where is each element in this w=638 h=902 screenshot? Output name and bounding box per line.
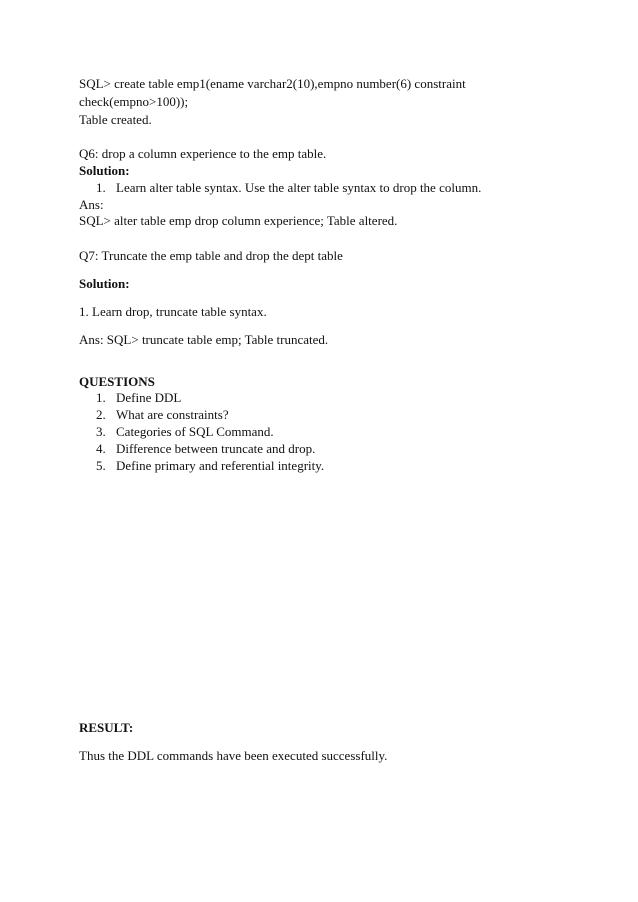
list-item: Define primary and referential integrity.	[116, 458, 325, 473]
q6-solution-label: Solution:	[79, 163, 130, 178]
q7-ans: Ans: SQL> truncate table emp; Table truncated.	[79, 332, 329, 347]
q6-question: Q6: drop a column experience to the emp table.	[79, 146, 327, 161]
sql-line-1: SQL> create table emp1(ename varchar2(10),empno number(6) constraint	[79, 76, 466, 91]
q6-step-text: Learn alter table syntax. Use the alter table syntax to drop the column.	[116, 180, 482, 195]
q7-question: Q7: Truncate the emp table and drop the dept table	[79, 248, 343, 263]
list-item-number: 3.	[96, 424, 106, 439]
list-item: Difference between truncate and drop.	[116, 441, 316, 456]
list-item-number: 2.	[96, 407, 106, 422]
list-item: Define DDL	[116, 390, 182, 405]
q6-ans-text: SQL> alter table emp drop column experience; Table altered.	[79, 213, 398, 228]
sql-line-2: check(empno>100));	[79, 94, 189, 109]
list-item-number: 1.	[96, 390, 106, 405]
questions-heading: QUESTIONS	[79, 374, 155, 389]
q6-step-number: 1.	[96, 180, 106, 195]
list-item-number: 4.	[96, 441, 106, 456]
result-text: Thus the DDL commands have been executed successfully.	[79, 748, 388, 763]
q7-solution-label: Solution:	[79, 276, 130, 291]
list-item: Categories of SQL Command.	[116, 424, 274, 439]
list-item-number: 5.	[96, 458, 106, 473]
list-item: What are constraints?	[116, 407, 229, 422]
q6-ans-label: Ans:	[79, 197, 104, 212]
result-heading: RESULT:	[79, 720, 134, 735]
q7-step: 1. Learn drop, truncate table syntax.	[79, 304, 267, 319]
sql-result: Table created.	[79, 112, 152, 127]
